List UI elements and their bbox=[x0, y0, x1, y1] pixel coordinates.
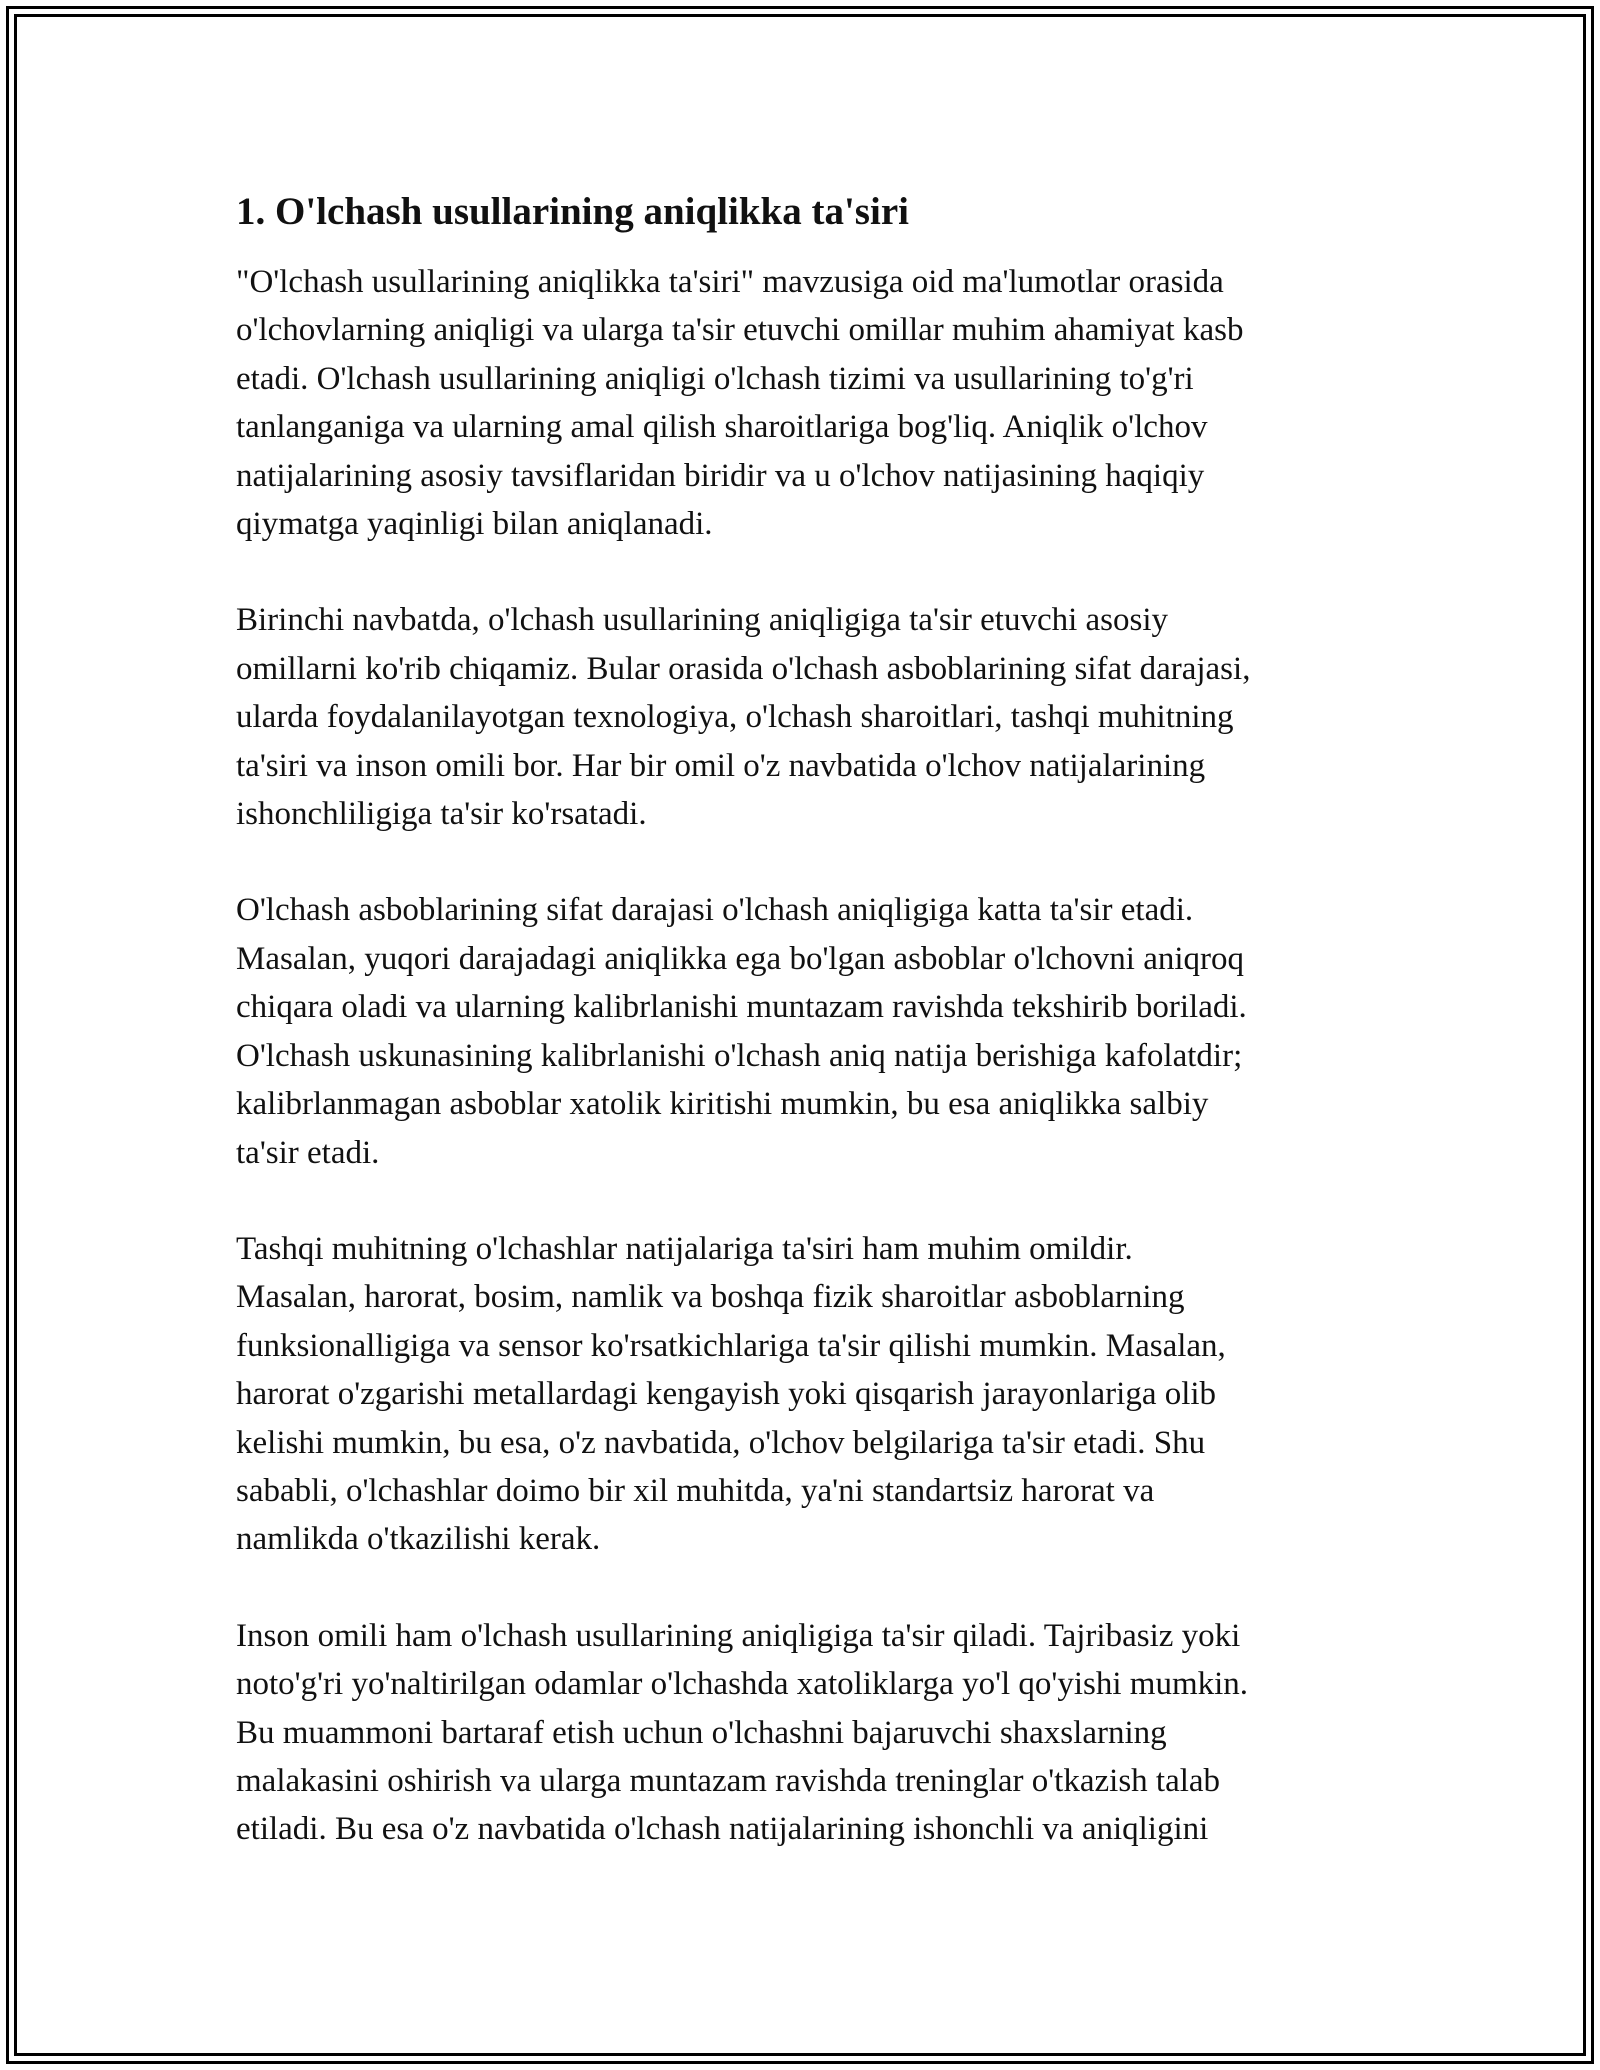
section-title: 1. O'lchash usullarining aniqlikka ta'siri bbox=[236, 190, 909, 233]
paragraph-4: Tashqi muhitning o'lchashlar natijalariga ta'siri ham muhim omildir. Masalan, harorat, bosim, namlik va boshqa fizik sharoitlar asboblarning funksionalligiga va sensor ko'rsatkichlariga ta'sir qilishi mumkin. Masalan, harorat o'zgarishi metallardagi kengayish yoki qisqarish jarayonlariga olib kelishi mumkin, bu esa, o'z navbatida, o'lchov belgilariga ta'sir etadi. Shu sababli, o'lchashlar doimo bir xil muhitda, ya'ni standartsiz harorat va namlikda o'tkazilishi kerak. bbox=[236, 1230, 1226, 1558]
paragraph-1: "O'lchash usullarining aniqlikka ta'siri" mavzusiga oid ma'lumotlar orasida o'lchovlarning aniqligi va ularga ta'sir etuvchi omillar muhim ahamiyat kasb etadi. O'lchash usullarining aniqligi o'lchash tizimi va usullarining to'g'ri tanlanganiga va ularning amal qilish sharoitlariga bog'liq. Aniqlik o'lchov natijalarining asosiy tavsiflaridan biridir va u o'lchov natijasining haqiqiy qiymatga yaqinligi bilan aniqlanadi. bbox=[236, 264, 1244, 543]
paragraph-2: Birinchi navbatda, o'lchash usullarining aniqligiga ta'sir etuvchi asosiy omillarni ko'rib chiqamiz. Bular orasida o'lchash asboblarining sifat darajasi, ularda foydalanilayotgan texnologiya, o'lchash sharoitlari, tashqi muhitning ta'siri va inson omili bor. Har bir omil o'z navbatida o'lchov natijalarining ishonchliligiga ta'sir ko'rsatadi. bbox=[236, 602, 1251, 833]
document-body bbox=[236, 186, 1386, 1902]
paragraph-3: O'lchash asboblarining sifat darajasi o'lchash aniqligiga katta ta'sir etadi. Masalan, yuqori darajadagi aniqlikka ega bo'lgan asboblar o'lchovni aniqroq chiqara oladi va ularning kalibrlanishi muntazam ravishda tekshirib boriladi. O'lchash uskunasining kalibrlanishi o'lchash aniq natija berishiga kafolatdir; kalibrlanmagan asboblar xatolik kiritishi mumkin, bu esa aniqlikka salbiy ta'sir etadi. bbox=[236, 892, 1247, 1171]
paragraph-5: Inson omili ham o'lchash usullarining aniqligiga ta'sir qiladi. Tajribasiz yoki noto'g'ri yo'naltirilgan odamlar o'lchashda xatoliklarga yo'l qo'yishi mumkin. Bu muammoni bartaraf etish uchun o'lchashni bajaruvchi shaxslarning malakasini oshirish va ularga muntazam ravishda treninglar o'tkazish talab etiladi. Bu esa o'z navbatida o'lchash natijalarining ishonchli va aniqligini bbox=[236, 1617, 1249, 1848]
